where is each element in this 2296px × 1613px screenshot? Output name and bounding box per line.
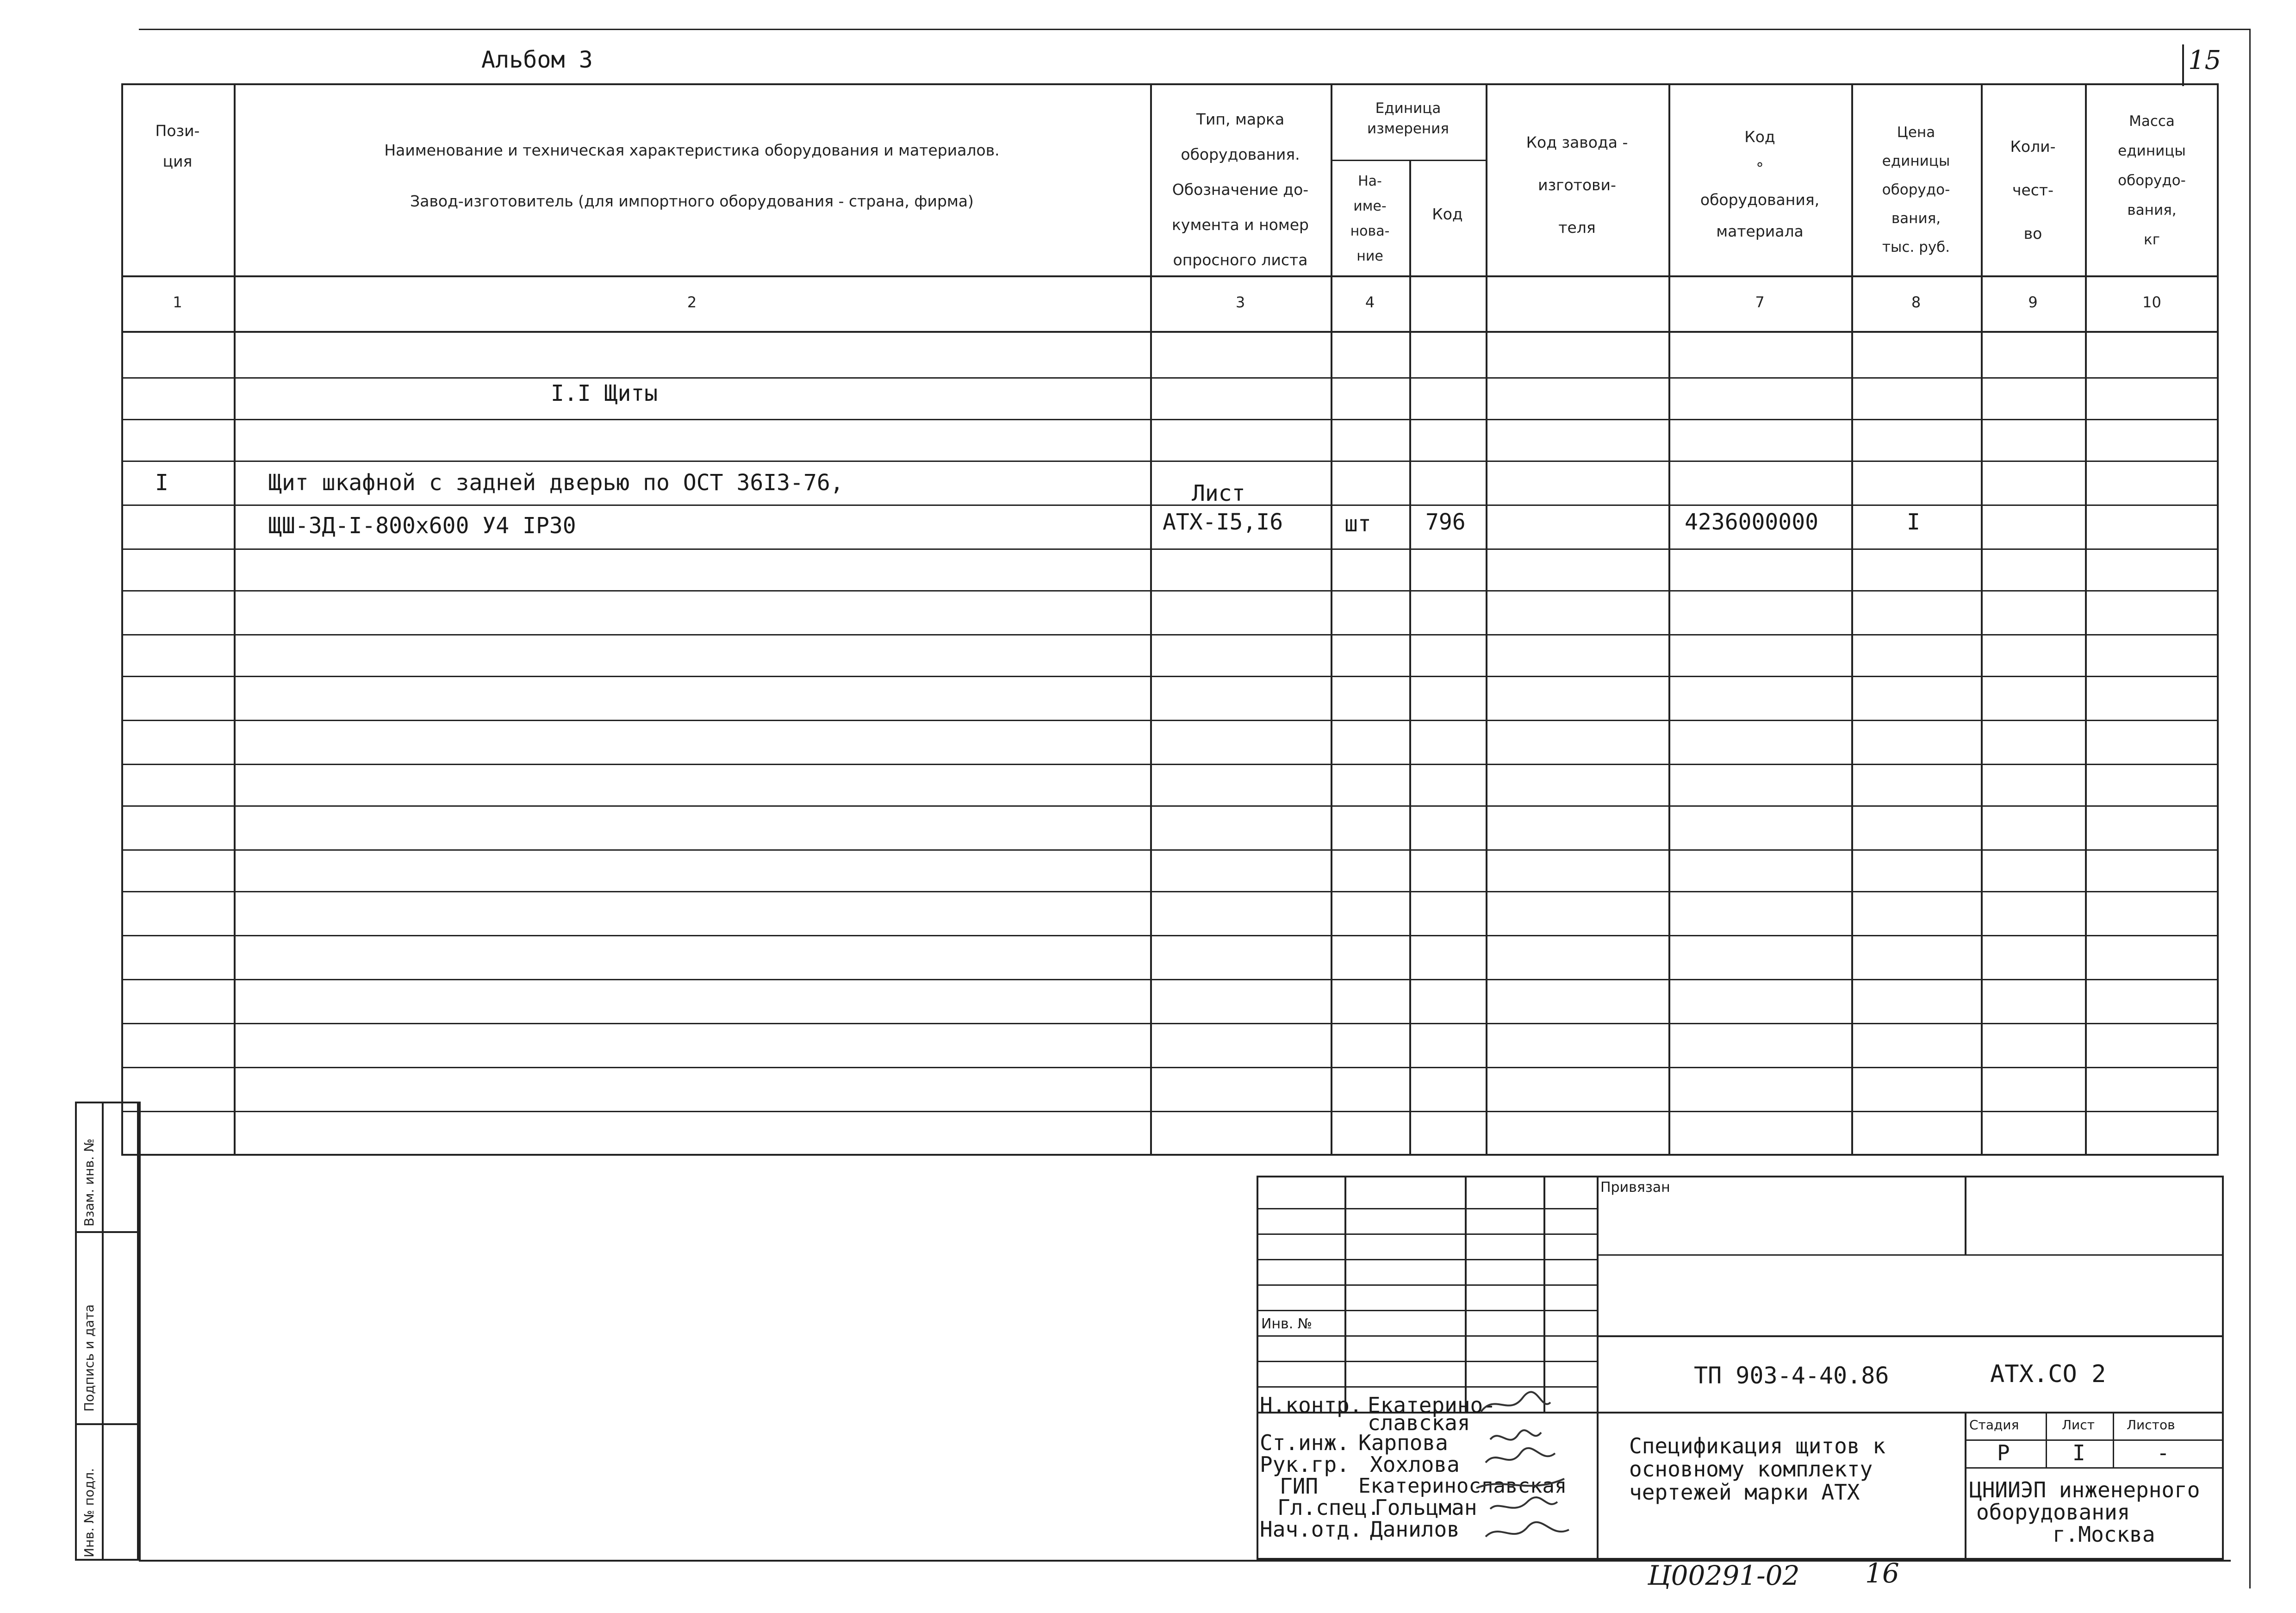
row-line [121,891,2219,892]
stamp-row [1257,1310,1597,1311]
signature-name: Екатеринославская [1358,1474,1567,1498]
row-line [121,1023,2219,1024]
row-line [121,720,2219,721]
col-line-1 [234,83,236,1156]
stamp-row [1257,1335,1597,1337]
side-label-replacement: Взам. инв. № [81,1138,97,1227]
row-line [121,979,2219,980]
stamp-row-right [1597,1335,2224,1337]
album-label: Альбом 3 [481,46,593,73]
stamp-row-stage [1965,1467,2224,1469]
stamp-privyazan: Привязан [1600,1179,1670,1196]
page-number-divider [2182,44,2184,86]
stamp-col-main [1597,1176,1599,1560]
row-line [121,634,2219,635]
side-strip-divider [102,1102,104,1561]
item-name-line1: Щит шкафной с задней дверью по ОСТ 36I3-76, [268,470,844,496]
signature-name: Гольцман [1375,1495,1477,1520]
unit-subheader-line [1331,160,1486,161]
stamp-row [1257,1259,1597,1260]
side-strip-line [75,1423,139,1425]
sheet-right-border [2249,29,2251,1588]
row-line [121,764,2219,765]
stamp-row [1257,1284,1597,1286]
stamp-sheet-label: Лист [2062,1417,2095,1432]
colnum-1: 1 [173,293,182,311]
stamp-stage-label: Стадия [1969,1417,2019,1432]
header-quantity: Коли- чест- во [2010,137,2056,243]
row-line [121,1111,2219,1112]
signature-role: Ст.инж. [1260,1430,1350,1455]
row-line [121,377,2219,379]
signature-name: Данилов [1370,1517,1460,1542]
stamp-sheet-code: АТХ.СО 2 [1990,1360,2106,1388]
colnum-7: 7 [1755,293,1765,311]
signature-role: ГИП [1280,1474,1319,1499]
header-name: Наименование и техническая характеристика оборудования и материалов. Завод-изготовитель (для импортного оборудования - страна, фирма) [384,141,1000,210]
signature-role: Н.контр. [1260,1393,1363,1418]
stamp-row-right [1597,1412,2224,1414]
side-label-signature: Подпись и дата [81,1304,97,1412]
stamp-col [1465,1176,1467,1412]
stamp-title-line1: Спецификация щитов к [1629,1433,1885,1458]
header-factory-code: Код завода - изготови- теля [1526,133,1628,237]
stamp-row [1257,1361,1597,1362]
stamp-col-stage [2113,1412,2114,1467]
stamp-sheet-value: I [2072,1440,2085,1465]
item-name-line2: ЩШ-ЗД-I-800х600 У4 IP30 [268,513,576,539]
signature-role: Гл.спец. [1277,1495,1380,1520]
item-price: I [1907,509,1920,535]
side-label-inventory: Инв. № подл. [81,1468,97,1557]
stamp-org-line3: г.Москва [2053,1522,2155,1547]
stamp-org-line2: оборудования [1976,1500,2130,1525]
stamp-col [1344,1176,1346,1412]
item-type-line1: Лист [1192,480,1245,506]
handwritten-signatures [1472,1384,1592,1555]
signature-name: славская [1368,1410,1470,1435]
stamp-col-stage [2046,1412,2047,1467]
header-mass: Масса единицы оборудо- вания, кг [2118,113,2186,248]
row-line [121,548,2219,550]
row-line [121,590,2219,592]
section-title: I.I Щиты [551,380,658,406]
signature-name: Хохлова [1370,1452,1460,1477]
stamp-col [1543,1176,1545,1412]
header-unit-code: Код [1432,205,1463,223]
item-type-line2: АТХ-I5,I6 [1163,509,1283,535]
header-type: Тип, марка оборудования. Обозначение до- кумента и номер опросного листа [1171,110,1309,269]
signature-role: Рук.гр. [1260,1452,1350,1477]
colnum-9: 9 [2028,293,2038,311]
stamp-stage-value: Р [1997,1440,2010,1465]
stamp-col-right [1965,1176,1966,1254]
colnum-8: 8 [1911,293,1921,311]
signature-name: Екатерино- [1368,1393,1496,1418]
stamp-col-right [1965,1412,1966,1560]
header-equipment-code: Код ° оборудования, материала [1700,128,1820,240]
header-position: Пози- ция [155,122,200,170]
page-number: 15 [2188,45,2221,75]
colnum-10: 10 [2142,293,2161,311]
colnum-bottom-line [121,331,2219,333]
colnum-4: 4 [1365,293,1375,311]
colnum-3: 3 [1235,293,1245,311]
stamp-row-right [1597,1254,2224,1256]
stamp-sheets-label: Листов [2127,1417,2175,1432]
signature-role: Нач.отд. [1260,1517,1363,1542]
stamp-org-line1: ЦНИИЭП инженерного [1969,1477,2200,1502]
colnum-2: 2 [687,293,697,311]
item-equipment-code: 4236000000 [1685,509,1818,535]
stamp-title-line3: чертежей марки АТХ [1629,1480,1860,1505]
sheet-bottom-border [139,1560,2231,1562]
row-line [121,504,2219,506]
stamp-document-number: ТП 903-4-40.86 [1694,1362,1889,1389]
row-line [121,849,2219,851]
top-border-line [139,29,2249,30]
sheet-left-border [139,1102,141,1561]
header-unit-name: На- име- нова- ние [1350,173,1390,264]
stamp-row [1257,1208,1597,1209]
stamp-row [1257,1233,1597,1235]
item-position: I [155,470,168,496]
header-price: Цена единицы оборудо- вания, тыс. руб. [1882,124,1950,255]
row-line [121,419,2219,420]
stamp-title-line2: основному комплекту [1629,1457,1873,1482]
signature-name: Карпова [1358,1430,1448,1455]
header-unit-group: Единица измерения [1367,100,1449,137]
footer-code: Ц00291-02 [1648,1560,1800,1591]
row-line [121,461,2219,462]
row-line [121,805,2219,807]
side-strip-line [75,1231,139,1233]
stamp-inv-no: Инв. № [1261,1316,1313,1332]
item-unit-code: 796 [1425,509,1466,535]
row-line [121,676,2219,677]
item-unit-name: шт [1344,511,1371,537]
row-line [121,935,2219,936]
stamp-sheets-value: - [2157,1440,2170,1465]
footer-page: 16 [1865,1557,1899,1589]
col-line-4 [1409,160,1411,1156]
row-line [121,1067,2219,1068]
